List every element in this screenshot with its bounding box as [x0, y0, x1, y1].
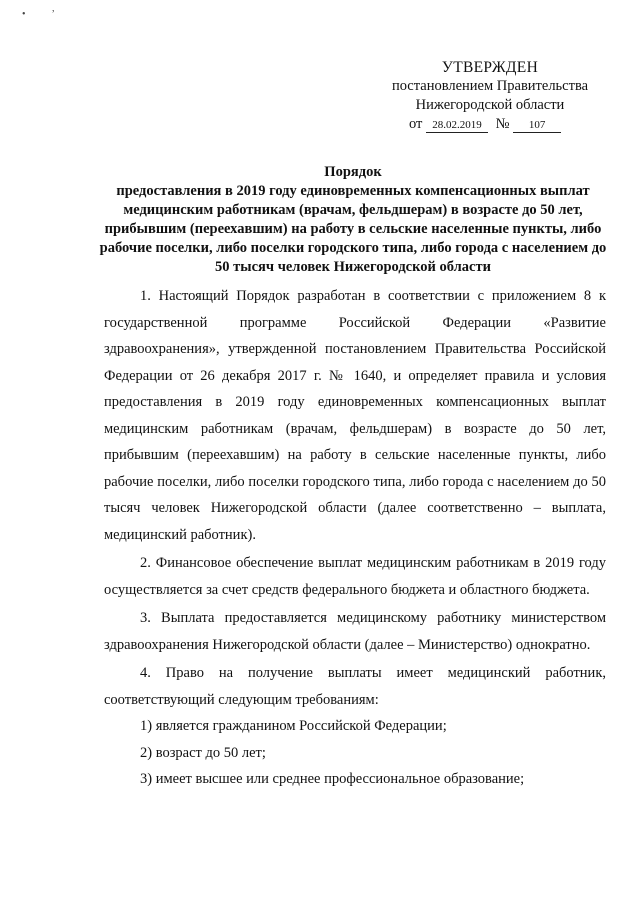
- title-main: Порядок: [324, 164, 382, 180]
- approval-line-2: Нижегородской области: [415, 97, 565, 113]
- approval-heading: УТВЕРЖДЕН: [441, 59, 539, 76]
- paragraph-1: 1. Настоящий Порядок разработан в соответствии с приложением 8 к государственной программе Российской Федерации «Развитие здравоохранения», утвержденной постановлением Правительства Российской Федерации от 26 декабря 2017 г. № 1640, и определяет правила и условия предоставления в 2019 году единовременных компенсационных выплат медицинским работникам (врачам, фельдшерам) в возрасте до 50 лет, прибывшим (переехавшим) на работу в сельские населенные пункты, либо рабочие поселки, либо поселки городского типа, либо города с населением до 50 тысяч человек Нижегородской области (далее соответственно – выплата, медицинский работник).: [104, 288, 606, 543]
- approval-date: 28.02.2019: [426, 118, 488, 133]
- scan-speck-right: ,: [52, 3, 55, 14]
- approval-date-line: [375, 115, 605, 134]
- requirement-item-1: 1) является гражданином Российской Федерации;: [140, 718, 447, 734]
- approval-number: 107: [513, 118, 561, 133]
- paragraph-3: 3. Выплата предоставляется медицинскому работнику министерством здравоохранения Нижегородской области (далее – Министерство) однократно.: [104, 610, 606, 653]
- title-subtitle: предоставления в 2019 году единовременных компенсационных выплат медицинским работникам (врачам, фельдшерам) в возрасте до 50 лет, прибывшим (переехавшим) на работу в сельские населенные пункты, либо рабочие поселки, либо поселки городского типа, либо города с населением до 50 тысяч человек Нижегородской области: [99, 183, 607, 275]
- requirement-item-2: 2) возраст до 50 лет;: [140, 744, 266, 761]
- paragraph-2: 2. Финансовое обеспечение выплат медицинским работникам в 2019 году осуществляется за счет средств федерального бюджета и областного бюджета.: [104, 555, 606, 598]
- approval-stamp: [375, 58, 605, 134]
- approval-number-label: №: [495, 116, 510, 132]
- document-body: [104, 283, 606, 793]
- approval-from-label: от: [409, 116, 423, 132]
- document-title: [98, 163, 608, 277]
- paragraph-4: 4. Право на получение выплаты имеет медицинский работник, соответствующий следующим требованиям:: [104, 665, 606, 708]
- requirement-item-3: 3) имеет высшее или среднее профессиональное образование;: [140, 771, 525, 787]
- approval-line-1: постановлением Правительства: [391, 78, 589, 94]
- scan-speck-left: •: [22, 9, 26, 20]
